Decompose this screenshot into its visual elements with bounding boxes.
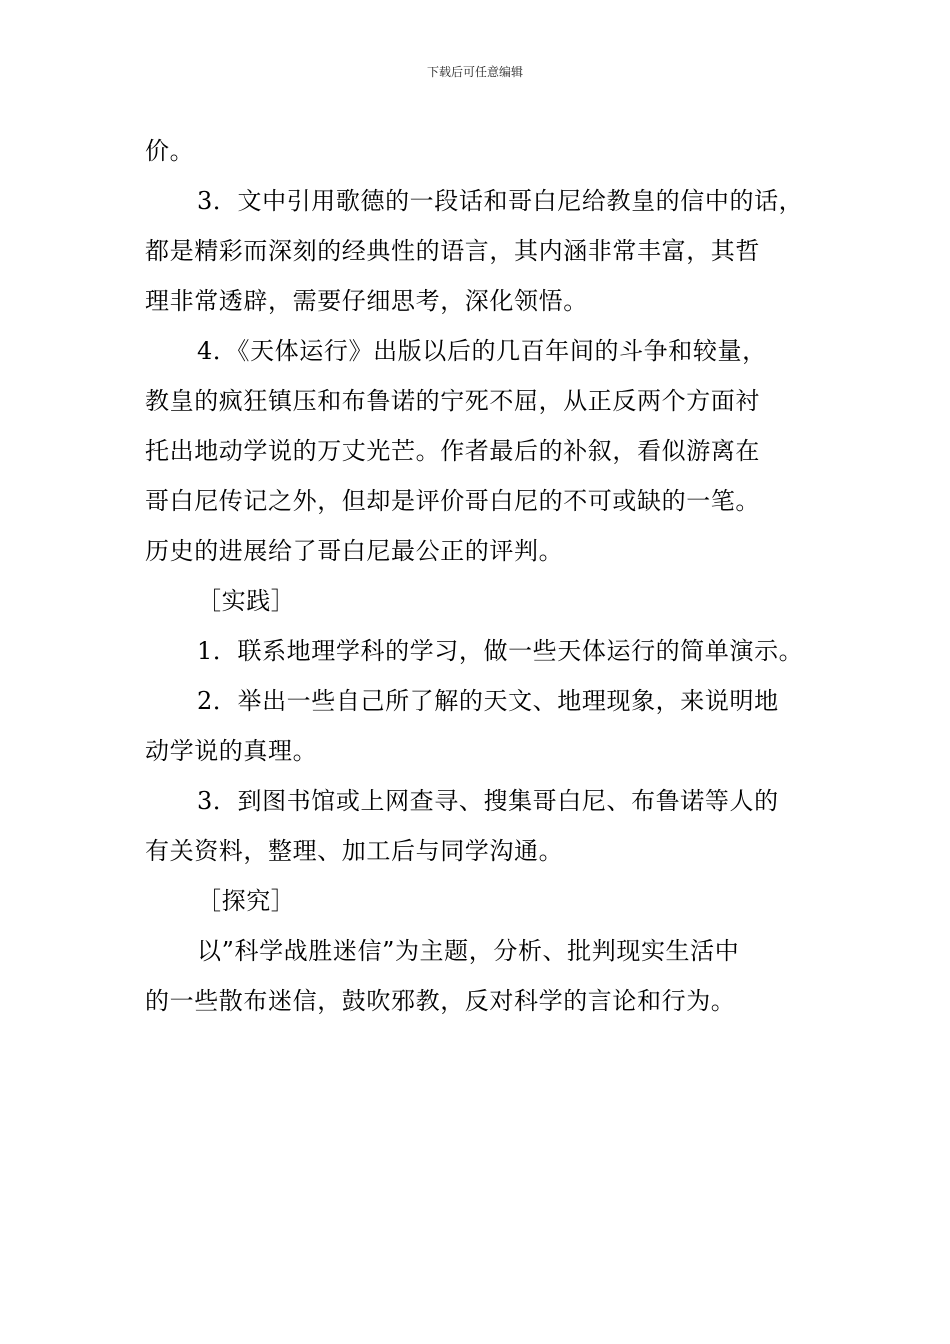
document-body (145, 126, 835, 1026)
text-line: 有关资料，整理、加工后与同学沟通。 (145, 837, 564, 865)
text-line: 的一些散布迷信，鼓吹邪教，反对科学的言论和行为。 (145, 987, 736, 1015)
text-line: 教皇的疯狂镇压和布鲁诺的宁死不屈，从正反两个方面衬 (145, 387, 760, 415)
text-line: 1．联系地理学科的学习，做一些天体运行的简单演示。 (197, 637, 804, 665)
text-line: 理非常透辟，需要仔细思考，深化领悟。 (145, 287, 588, 315)
text-line: 3．文中引用歌德的一段话和哥白尼给教皇的信中的话， (197, 187, 804, 215)
text-line: 都是精彩而深刻的经典性的语言，其内涵非常丰富，其哲 (145, 237, 760, 265)
text-line: 2．举出一些自己所了解的天文、地理现象，来说明地 (197, 687, 779, 715)
text-line: 历史的进展给了哥白尼最公正的评判。 (145, 537, 564, 565)
text-line: 3．到图书馆或上网查寻、搜集哥白尼、布鲁诺等人的 (197, 787, 779, 815)
text-line: 哥白尼传记之外，但却是评价哥白尼的不可或缺的一笔。 (145, 487, 760, 515)
text-line: 以”科学战胜迷信”为主题，分析、批判现实生活中 (197, 937, 740, 965)
text-line: 4．《天体运行》出版以后的几百年间的斗争和较量， (197, 337, 767, 365)
text-line: ［实践］ (197, 587, 296, 615)
text-line: 动学说的真理。 (145, 737, 318, 765)
text-line: ［探究］ (197, 887, 296, 915)
text-line: 托出地动学说的万丈光芒。作者最后的补叙，看似游离在 (145, 437, 760, 465)
text-line: 价。 (145, 137, 195, 165)
page-header: 下载后可任意编辑 (426, 65, 523, 79)
